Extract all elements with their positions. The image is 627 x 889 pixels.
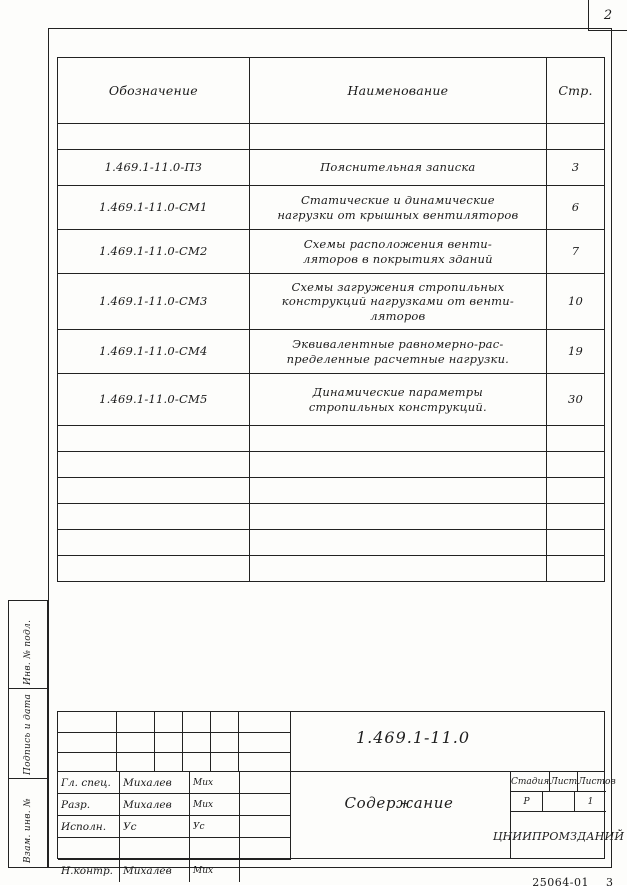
title-block-lower [58, 772, 625, 877]
cell-name-line: пределенные расчетные нагрузки. [286, 351, 510, 366]
cell-name-line: Динамические параметры [312, 385, 483, 400]
header-cell-page: Стр. [547, 58, 605, 123]
meta-value-sheets: 1 [587, 796, 594, 807]
cell-name [250, 186, 547, 229]
table-row [58, 374, 605, 426]
signature-name: Ус [120, 816, 190, 837]
cell-page [547, 504, 605, 529]
page-corner-number: 2 [588, 0, 627, 31]
cell-code [58, 426, 250, 451]
cell-name-line: конструкций нагрузками от венти- [281, 294, 514, 309]
table-row-spacer [58, 124, 605, 150]
header-cell-code: Обозначение [58, 58, 250, 123]
signature-role: Испoлн. [58, 816, 120, 837]
left-strip-label-1: Подпись и дата [23, 693, 33, 775]
cell-name [250, 374, 547, 425]
table-row-empty [58, 556, 605, 582]
left-strip-cell-vzam [9, 779, 47, 869]
organization-name: ЦНИИПРОМЗДАНИЙ [492, 829, 625, 843]
table-row-empty [58, 452, 605, 478]
signature-date [240, 772, 290, 793]
signature-row [58, 794, 290, 816]
meta-value-stage: Р [511, 792, 543, 811]
cell-name [250, 330, 547, 373]
cell-code: 1.469.1-11.0-СМ2 [58, 230, 250, 273]
table-row [58, 330, 605, 374]
left-strip-cell-sign [9, 689, 47, 779]
signature-role: Гл. спец. [58, 772, 120, 793]
cell-name [250, 556, 547, 581]
table-row [58, 150, 605, 186]
cell-code [58, 530, 250, 555]
cell-page [547, 426, 605, 451]
cell-name-line: Статические и динамические [300, 193, 495, 208]
cell-code: 1.469.1-11.0-СМ3 [58, 274, 250, 329]
meta-header-sheets: Листов [578, 776, 616, 787]
header-cell-name: Наименование [250, 58, 547, 123]
cell-name [250, 504, 547, 529]
cell-page [547, 478, 605, 503]
cell-name [250, 150, 547, 185]
meta-header-row [511, 772, 616, 792]
table-row-empty [58, 504, 605, 530]
left-strip-label-2: Взам. инв. № [23, 798, 33, 863]
drawing-code: 1.469.1-11.0 [355, 728, 471, 747]
cell-name-line: Пояснительная записка [320, 160, 476, 175]
cell-page: 3 [547, 150, 605, 185]
meta-header-sheet: Лист [550, 772, 578, 791]
cell-page [547, 452, 605, 477]
meta-value-row [511, 792, 606, 812]
title-block-meta [492, 772, 625, 858]
cell-code: 1.469.1-11.0-СМ5 [58, 374, 250, 425]
table-row [58, 230, 605, 274]
signature-name: Михалев [120, 860, 190, 882]
cell-page [547, 556, 605, 581]
archive-code: 25064-01 [532, 876, 589, 889]
cell-code: 1.469.1-11.0-СМ4 [58, 330, 250, 373]
left-strip-cell-inv [9, 601, 47, 689]
archive-page-number: 3 [606, 876, 613, 889]
title-block-upper [58, 712, 604, 772]
cell-name [250, 478, 547, 503]
cell-name [250, 530, 547, 555]
cell-name [250, 230, 547, 273]
cell-name-line: ляторов [370, 308, 426, 323]
title-block-column-grid [58, 712, 290, 771]
signature-role: Разр. [58, 794, 120, 815]
meta-value-sheet [543, 792, 575, 811]
signature-date [240, 860, 290, 882]
cell-code: 1.469.1-11.0-ПЗ [58, 150, 250, 185]
cell-page: 7 [547, 230, 605, 273]
cell-name [250, 124, 547, 149]
signature-name: Михалев [120, 772, 190, 793]
cell-name-line: Эквивалентные равномерно-рас- [292, 337, 504, 352]
cell-page [547, 124, 605, 149]
signature-role: Н.контр. [58, 860, 120, 882]
cell-code [58, 504, 250, 529]
table-row-empty [58, 478, 605, 504]
cell-name-line: нагрузки от крышных вентиляторов [277, 207, 519, 222]
signature-name: Михалев [120, 794, 190, 815]
cell-name [250, 452, 547, 477]
cell-page: 30 [547, 374, 605, 425]
signature-mark: Мих [190, 794, 240, 815]
signature-row [58, 816, 290, 838]
cell-name [250, 426, 547, 451]
cell-name [250, 274, 547, 329]
cell-name-line: ляторов в покрытиях зданий [302, 251, 493, 266]
table-header-row [58, 58, 605, 124]
left-strip-label-0: Инв. № подл. [23, 619, 33, 685]
drawing-frame [48, 28, 625, 877]
signature-row [58, 772, 290, 794]
cell-name-line: Схемы расположения венти- [303, 237, 492, 252]
signature-date [240, 816, 290, 837]
cell-page [547, 530, 605, 555]
meta-header-stage: Стадия [511, 772, 550, 791]
signature-mark: Мих [190, 860, 240, 882]
signature-mark: Ус [190, 816, 240, 837]
signature-mark: Мих [190, 772, 240, 793]
left-margin-stamp-strip [8, 600, 48, 868]
cell-page: 6 [547, 186, 605, 229]
document-title: Содержание [344, 794, 454, 812]
cell-page: 19 [547, 330, 605, 373]
cell-code [58, 124, 250, 149]
cell-page: 10 [547, 274, 605, 329]
cell-code [58, 452, 250, 477]
signature-date [240, 794, 290, 815]
cell-name-line: стропильных конструкций. [308, 399, 487, 414]
cell-name-line: Схемы загружения стропильных [291, 279, 505, 294]
cell-code [58, 478, 250, 503]
title-block [57, 711, 625, 877]
table-row [58, 186, 605, 230]
table-row-empty [58, 426, 605, 452]
table-row-empty [58, 530, 605, 556]
table-row [58, 274, 605, 330]
contents-table [57, 57, 605, 582]
cell-code: 1.469.1-11.0-СМ1 [58, 186, 250, 229]
cell-code [58, 556, 250, 581]
signature-row [58, 860, 290, 882]
